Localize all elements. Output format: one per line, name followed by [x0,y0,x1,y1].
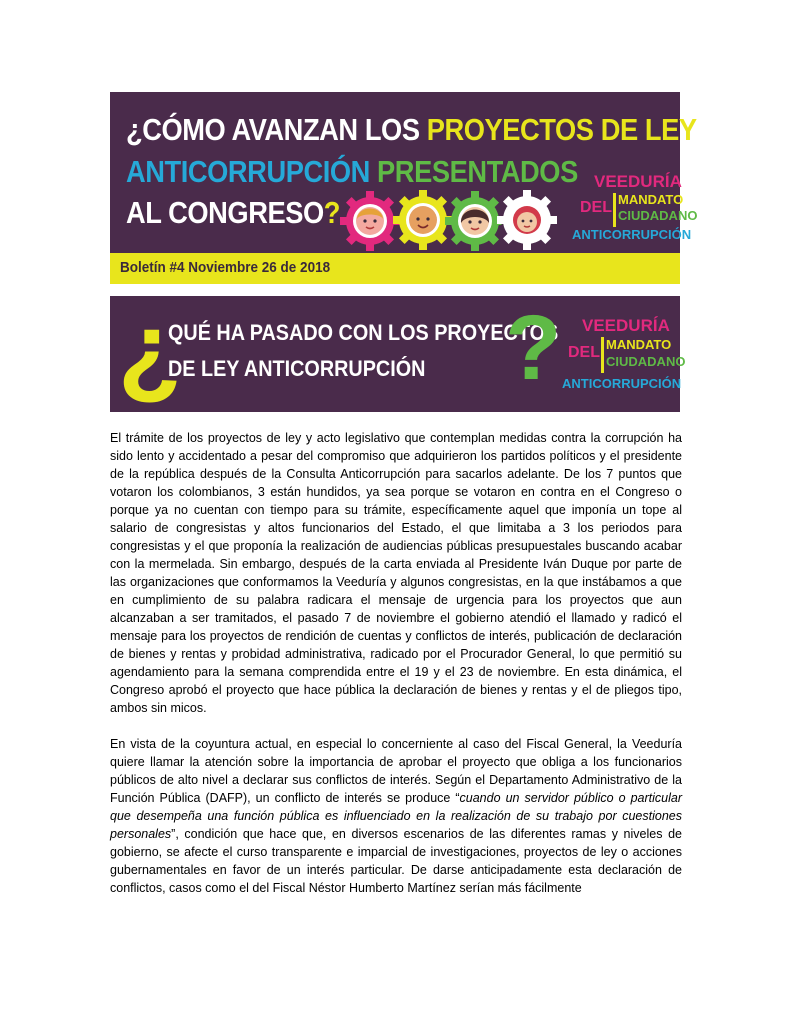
logo-del-text: DEL [580,199,612,216]
logo-ciudadano-text: CIUDADANO [606,354,686,369]
veeduria-logo [572,172,698,252]
gear-icon [340,191,400,251]
header-banner [110,92,698,284]
logo-anticorrupcion-text: ANTICORRUPCIÓN [562,376,682,391]
banner-title-line-1 [126,112,697,148]
paragraph-1: El trámite de los proyectos de ley y acto legislativo que contemplan medidas contra la corrupción ha sido lento y accidentado a pesar del compromiso que adquirieron los partidos políticos y el presidente de la república después de la Consulta Anticorrupción para sacarlos adelante. De los 7 puntos que votaron los colombianos, 3 están hundidos, ya sea porque se votaron en contra en el Congreso o porque ya no cuentan con tiempo para su trámite, específicamente aquel que imponía un tope al salario de congresistas y altos funcionarios del Estado, el que limitaba a 3 los periodos para congresistas y el que proponía la realización de audiencias públicas presupuestales buscando acabar con la mermelada. Sin embargo, después de la carta enviada al Presidente Iván Duque por parte de las organizaciones que conformamos la Veeduría y algunos congresistas, en la que instábamos a que en cumplimiento de su palabra radicara el mensaje de urgencia para los proyectos que aun alcanzaban a ser tramitados, el pasado 7 de noviembre el gobierno atendió el llamado y radicó el mensaje para los proyectos de rendición de cuentas y conflictos de interés, publicación de declaración de bienes y rentas y probidad administrativa, radicado por el Procurador General, lo que permitió su agendamiento para la semana comprendida entre el 19 y el 23 de noviembre. En esta dinámica, el Congreso aprobó el proyecto que hace pública la declaración de bienes y rentas y el de pliegos tipo, ambos sin micos. [110,431,682,715]
question-open-mark: ¿ [118,292,182,408]
paragraph-2-part-a: En vista de la coyuntura actual, en especial lo concerniente al caso del Fiscal General, la Veeduría quiere llamar la atención sobre la importancia de aprobar el proyecto que obliga a los funcionarios públicos de alto nivel a declarar sus conflictos de interés. Según el Departamento Administrativo de la Función Pública (DAFP), un conflicto de interés se produce “ [110,737,682,805]
banner-title-part: ¿CÓMO AVANZAN LOS [126,112,427,147]
logo-anticorrupcion-text: ANTICORRUPCIÓN [572,227,692,242]
paragraph-2 [110,735,682,897]
paragraph-2-part-b: ”, condición que hace que, en diversos escenarios de las diferentes ramas y niveles de gobierno, se afecte el curso transparente e imparcial de investigaciones, proyectos de ley o acciones gubernamentales en favor de un interés particular. De darse anticipadamente esta declaración de conflictos, casos como el del Fiscal Néstor Humberto Martínez serían más fácilmente [110,827,682,895]
gear-avatars-illustration [338,190,558,252]
logo-ciudadano-text: CIUDADANO [618,208,698,223]
banner-title-part: PRESENTADOS [377,154,578,189]
banner-title-part: PROYECTOS DE LEY [426,112,697,147]
dafp-definition-quote: cuando un servidor público o particular que desempeña una función pública es influenciado en la realización de su trabajo por cuestiones personales [110,791,682,841]
logo-veeduria-text: VEEDURÍA [582,316,670,335]
logo-veeduria-text: VEEDURÍA [594,172,682,191]
section-title-line-2: DE LEY ANTICORRUPCIÓN [168,356,426,381]
logo-mandato-text: MANDATO [618,192,684,207]
section-banner [110,292,686,412]
bulletin-label: Boletín #4 Noviembre 26 de 2018 [120,259,331,276]
section-title-line-1: QUÉ HA PASADO CON LOS PROYECTOS [168,320,559,345]
banner-title-line-2 [126,154,578,190]
logo-del-text: DEL [568,344,600,361]
banner-title-part: AL CONGRESO [126,195,324,230]
banner-title-part: ? [323,195,340,230]
bulletin-bar [110,253,680,284]
veeduria-logo [562,316,686,400]
question-close-mark: ? [505,297,562,399]
banner-title-line-3 [126,195,340,231]
gear-icon [393,190,453,250]
logo-divider [601,337,604,373]
logo-divider [613,193,616,227]
gear-icon [497,190,557,250]
logo-mandato-text: MANDATO [606,337,672,352]
banner-title-part: ANTICORRUPCIÓN [126,154,378,189]
gear-icon [445,191,505,251]
